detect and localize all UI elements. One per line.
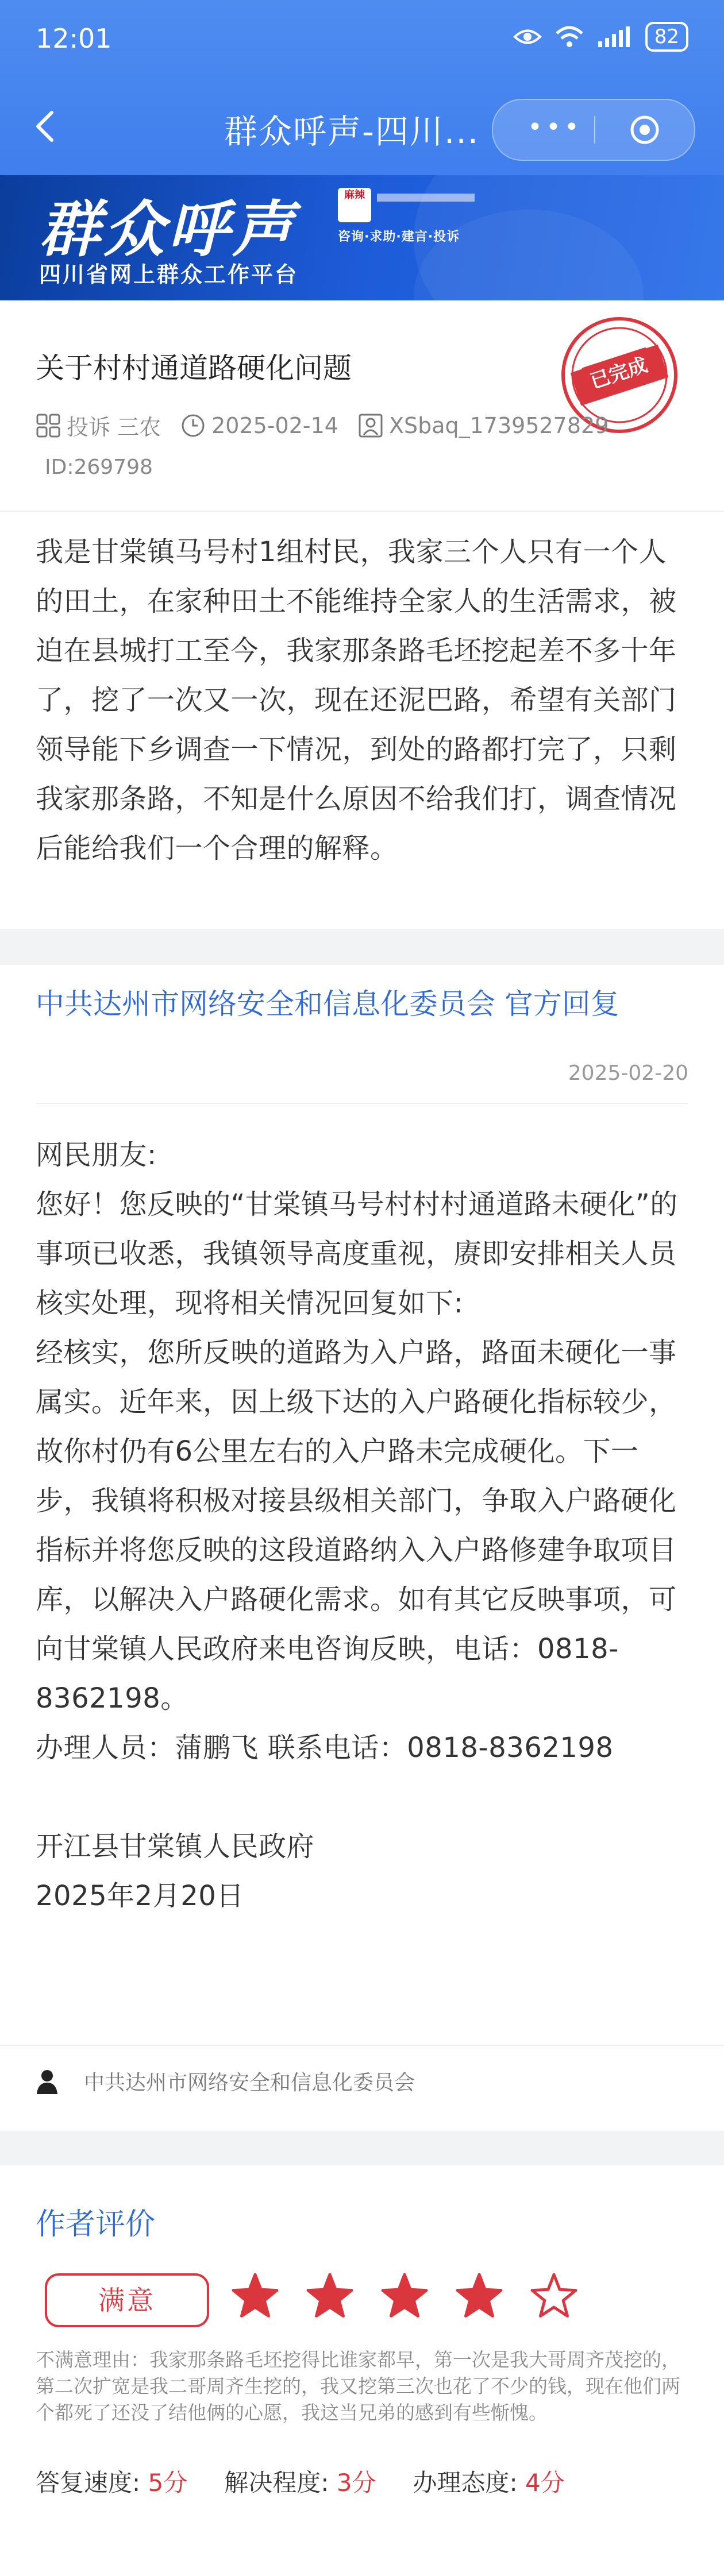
score-summary — [36, 2464, 602, 2498]
reply-footer-org: 中共达州市网络安全和信息化委员会 — [84, 2071, 415, 2095]
capsule-divider — [594, 116, 595, 144]
close-program-icon[interactable] — [630, 115, 660, 145]
signal-icon — [597, 25, 633, 48]
star-filled-icon — [380, 2272, 429, 2320]
reply-body: 网民朋友: 您好！您反映的“甘棠镇马号村村村通道路未硬化”的事项已收悉，我镇领导高度重视，赓即安排相关人员核实处理，现将相关情况回复如下: 经核实，您所反映的道路为入户路，路面未硬化一事属实。近年来，因上级下达的入户路硬化指标较少，故你村仍有6公里左右的入户路未完成硬化。下一步，我镇将积极对接县级相关部门，争取入户路硬化指标并将您反映的这段道路纳入入户路修建争取项目库，以解决入户路硬化需求。如有其它反映事项，可向甘棠镇人民政府来电咨询反映，电话：0818-8362198。 办理人员：蒲鹏飞 联系电话：0818-8362198 开江县甘棠镇人民政府 2025年2月20日 — [36, 1139, 678, 1912]
question-user: XSbaq_1739527829 — [388, 412, 609, 438]
nav-bar — [0, 92, 724, 161]
status-bar — [0, 0, 724, 83]
reply-footer — [36, 2067, 415, 2096]
user-icon — [358, 413, 383, 438]
star-empty-icon — [530, 2272, 578, 2320]
question-meta — [36, 410, 609, 441]
score-attitude-value: 4分 — [525, 2469, 565, 2497]
nav-title: 群众呼声-四川... — [224, 112, 480, 151]
question-date: 2025-02-14 — [211, 412, 338, 438]
question-title: 关于村村通道路硬化问题 — [36, 352, 352, 385]
battery-icon: 82 — [645, 22, 688, 52]
dissatisfaction-reason: 不满意理由：我家那条路毛坯挖得比谁家都早，第一次是我大哥周齐茂挖的，第二次扩宽是我二哥周齐生挖的，我又挖第三次也花了不少的钱，现在他们两个都死了还没了结他俩的心愿，我这当兄弟的感到有些惭愧。 — [36, 2349, 680, 2424]
divider — [0, 511, 724, 512]
divider — [36, 1103, 688, 1104]
score-attitude-label: 办理态度: — [413, 2469, 518, 2497]
evaluation-card — [0, 2165, 724, 2576]
score-speed — [36, 2464, 187, 2498]
top-bar — [0, 0, 724, 175]
star-rating — [231, 2272, 578, 2320]
media-logo-text — [377, 194, 475, 202]
person-icon — [36, 2069, 59, 2094]
score-speed-value: 5分 — [148, 2469, 188, 2497]
star-filled-icon — [306, 2272, 354, 2320]
platform-banner — [0, 175, 724, 300]
question-category: 投诉 三农 — [67, 415, 161, 440]
reply-date: 2025-02-20 — [568, 1061, 688, 1085]
satisfaction-badge: 满意 — [45, 2273, 209, 2327]
category-grid-icon — [36, 413, 61, 438]
banner-subtitle: 四川省网上群众工作平台 — [39, 262, 299, 287]
mini-program-capsule — [492, 99, 695, 161]
banner-tagline: 咨询·求助·建言·投诉 — [338, 230, 460, 244]
evaluation-title: 作者评价 — [36, 2207, 156, 2242]
reply-card — [0, 965, 724, 2131]
star-filled-icon — [455, 2272, 503, 2320]
media-logo: 麻辣 — [338, 188, 371, 222]
status-icons — [513, 22, 688, 52]
score-resolution-label: 解决程度: — [224, 2469, 329, 2497]
reply-org-heading: 中共达州市网络安全和信息化委员会 官方回复 — [36, 987, 619, 1021]
score-resolution-value: 3分 — [336, 2469, 376, 2497]
question-body: 我是甘棠镇马号村1组村民，我家三个人只有一个人的田土，在家种田土不能维持全家人的生活需求，被迫在县城打工至今，我家那条路毛坯挖起差不多十年了，挖了一次又一次，现在还泥巴路，希望有关部门领导能下乡调查一下情况，到处的路都打完了，只剩我家那条路，不知是什么原因不给我们打，调查情况后能给我们一个合理的解释。 — [36, 536, 677, 864]
banner-title: 群众呼声 — [39, 194, 296, 265]
clock-icon — [180, 413, 206, 438]
divider — [0, 2045, 724, 2046]
question-card — [0, 300, 724, 929]
score-speed-label: 答复速度: — [36, 2469, 141, 2497]
status-stamp-label: 已完成 — [581, 347, 657, 400]
score-resolution — [224, 2464, 376, 2498]
status-time: 12:01 — [36, 23, 112, 54]
wifi-icon — [554, 25, 584, 48]
question-id: ID:269798 — [45, 455, 153, 479]
back-arrow-icon[interactable] — [29, 108, 66, 145]
score-attitude — [413, 2464, 565, 2498]
eye-icon — [513, 27, 542, 47]
star-filled-icon — [231, 2272, 279, 2320]
more-options-icon[interactable]: ••• — [527, 113, 583, 142]
